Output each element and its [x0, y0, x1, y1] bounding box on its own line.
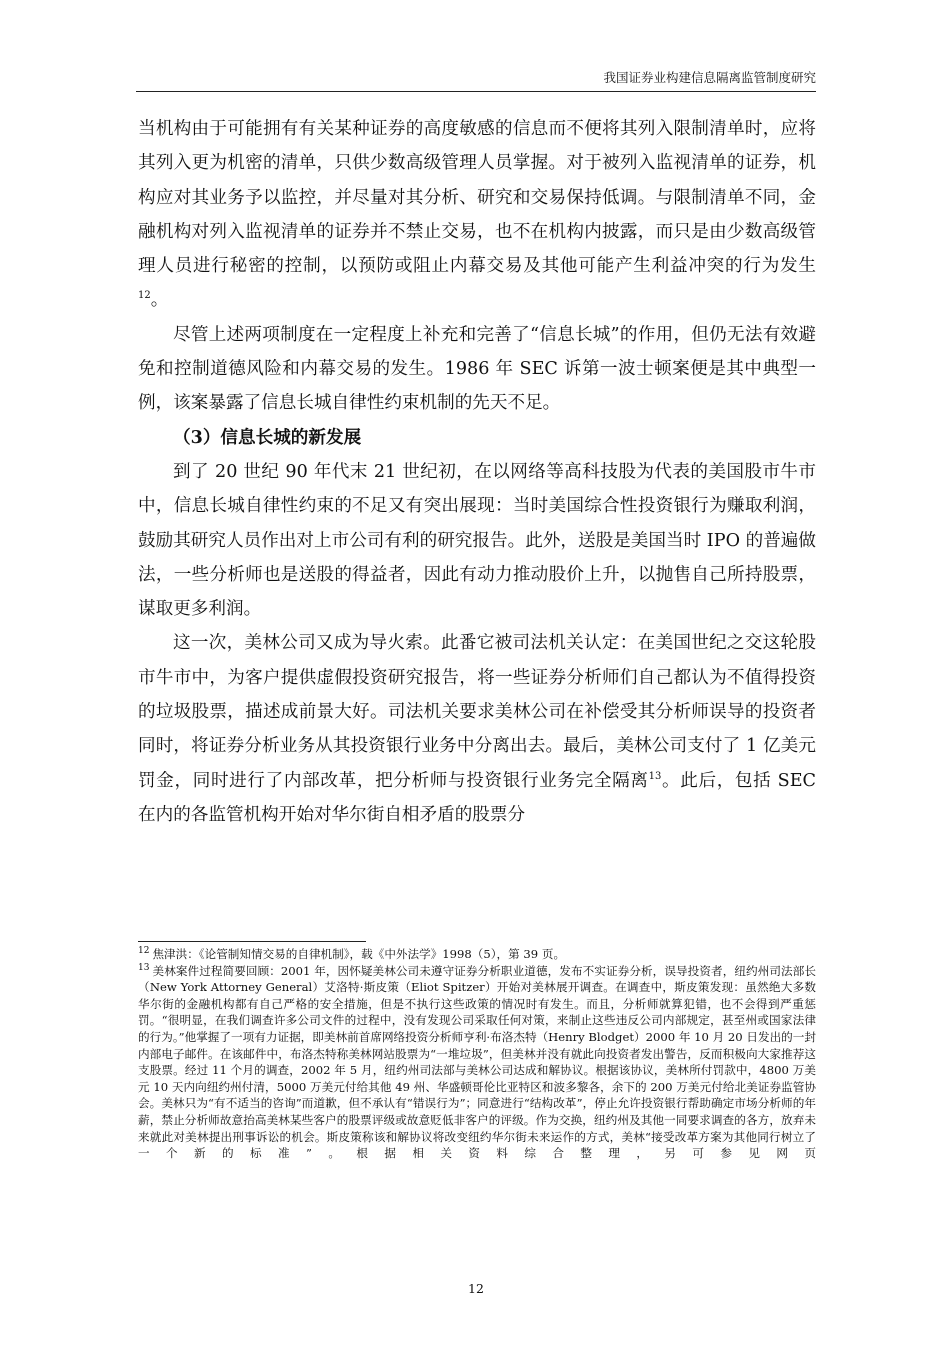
footnote-ref-12[interactable]: 12 — [138, 290, 151, 302]
paragraph-4-end: 。此后，包括 SEC 在内的各监管机构开始对华尔街自相矛盾的股票分 — [138, 770, 816, 825]
header-rule — [136, 91, 816, 92]
paragraph-1 — [138, 112, 816, 318]
paragraph-1-text: 当机构由于可能拥有有关某种证券的高度敏感的信息而不便将其列入限制清单时，应将其列入更为机密的清单，只供少数高级管理人员掌握。对于被列入监视清单的证券，机构应对其业务予以监控，并尽量对其分析、研究和交易保持低调。与限制清单不同，金融机构对列入监视清单的证券并不禁止交易，也不在机构内披露，而只是由少数高级管理人员进行秘密的控制，以预防或阻止内幕交易及其他可能产生利益冲突的行为发生 — [138, 119, 816, 277]
footnote-13-mark: 13 — [138, 962, 150, 973]
footnote-separator — [138, 941, 366, 942]
footnote-12 — [138, 946, 816, 963]
footnote-ref-13[interactable]: 13 — [648, 770, 662, 782]
header-title: 我国证券业构建信息隔离监管制度研究 — [603, 70, 816, 85]
footnote-13-text: 美林案件过程简要回顾：2001 年，因怀疑美林公司未遵守证券分析职业道德，发布不实证券分析，误导投资者，纽约州司法部长（New York Attorney General）艾洛特·斯皮策（Eliot Spitzer）开始对美林展开调查。在调查中，斯皮策发现：虽然绝大多数华尔街的金融机构都有自己严格的安全措施，但是不执行这些政策的情况时有发生。而且，分析师就算犯错，也不会得到严重惩罚。“很明显，在我们调查许多公司文件的过程中，没有发现公司采取任何对策，来制止这些违反公司内部规定，甚至州或国家法律的行为。”他掌握了一项有力证据，即美林前首席网络投资分析师亨利·布洛杰特（Henry Blodget）2000 年 10 月 20 日发出的一封内部电子邮件。在该邮件中，布洛杰特称美林网站股票为“一堆垃圾”，但美林并没有就此向投资者发出警告，反而积极向大家推荐这支股票。经过 11 个月的调查，2002 年 5 月，纽约州司法部与美林公司达成和解协议。根据该协议，美林所付罚款中，4800 万美元 10 天内向纽约州付清，5000 万美元付给其他 49 州、华盛顿哥伦比亚特区和波多黎各，余下的 200 万美元付给北美证券监管协会。美林只为“有不适当的咨询”而道歉，但不承认有“错误行为”；同意进行“结构改革”，停止允许投资银行帮助确定市场分析师的年薪，禁止分析师故意抬高美林某些客户的股票评级或故意贬低非客户的评级。作为交换，纽约州及其他一同要求调查的各方，放弃未来就此对美林提出刑事诉讼的机会。斯皮策称该和解协议将改变纽约华尔街未来运作的方式，美林“接受改革方案为其他同行树立了一个新的标准”。根据相关资料综合整理，另可参见网页 — [138, 963, 816, 1161]
footnote-12-text: 焦津洪：《论管制知情交易的自律机制》，载《中外法学》1998（5），第 39 页。 — [152, 947, 566, 961]
main-body — [138, 112, 816, 832]
paragraph-1-end: 。 — [150, 290, 169, 311]
paragraph-2: 尽管上述两项制度在一定程度上补充和完善了“信息长城”的作用，但仍无法有效避免和控制道德风险和内幕交易的发生。1986 年 SEC 诉第一波士顿案便是其中典型一例，该案暴露了信息长城自律性约束机制的先天不足。 — [138, 324, 816, 414]
footnote-13 — [138, 963, 816, 1162]
paragraph-3: 到了 20 世纪 90 年代末 21 世纪初，在以网络等高科技股为代表的美国股市牛市中，信息长城自律性约束的不足又有突出展现：当时美国综合性投资银行为赚取利润，鼓励其研究人员作出对上市公司有利的研究报告。此外，送股是美国当时 IPO 的普遍做法，一些分析师也是送股的得益者，因此有动力推动股价上升，以抛售自己所持股票，谋取更多利润。 — [138, 461, 816, 620]
paragraph-4 — [138, 626, 816, 832]
section-heading: （3）信息长城的新发展 — [173, 426, 362, 448]
paragraph-4-text: 这一次，美林公司又成为导火索。此番它被司法机关认定：在美国世纪之交这轮股市牛市中，为客户提供虚假投资研究报告，将一些证券分析师们自己都认为不值得投资的垃圾股票，描述成前景大好。司法机关要求美林公司在补偿受其分析师误导的投资者同时，将证券分析业务从其投资银行业务中分离出去。最后，美林公司支付了 1 亿美元罚金，同时进行了内部改革，把分析师与投资银行业务完全隔离 — [138, 633, 816, 791]
footnotes — [138, 946, 816, 1162]
footnote-12-mark: 12 — [138, 946, 150, 957]
page-number: 12 — [468, 1281, 484, 1296]
running-header — [136, 68, 816, 86]
